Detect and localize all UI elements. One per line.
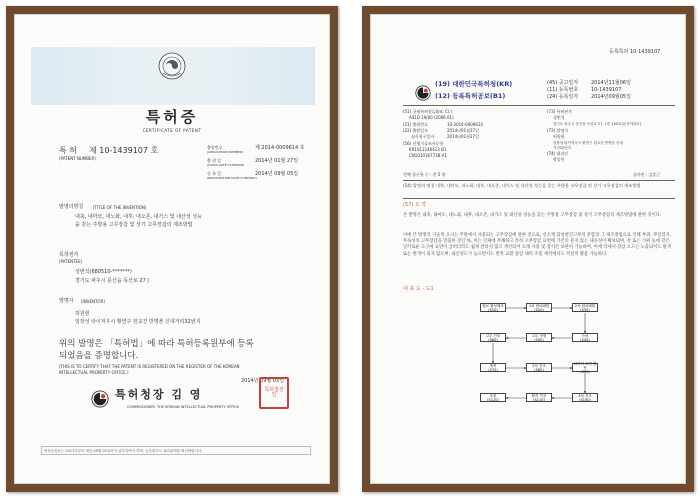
- header-type: (12) 등록특허공보(B1): [435, 92, 506, 100]
- application-number-label: (21) 출원번호: [403, 122, 428, 127]
- office-name: 특허청장 김 영: [115, 388, 203, 401]
- inventor-label: 발명자: [59, 298, 74, 304]
- application-number-label-en: (APPLICATION NUMBER): [207, 150, 243, 154]
- national-emblem-icon: [157, 51, 187, 81]
- inventor-name: 허원현: [553, 134, 565, 139]
- patentee-address: 경기도 파주시 문산읍 독산로 27, 1층 100호(문산아파트): [553, 122, 642, 126]
- registration-date-label: 등 록 일: [207, 171, 222, 176]
- invention-title-line-1: 내축, 내마모, 내노화, 내후, 내오존, 내가스 및 내산성 성능: [75, 214, 202, 220]
- inventor-name: 허원현: [75, 311, 90, 317]
- kipo-publication-logo-icon: [415, 85, 431, 101]
- publication-frame: [362, 6, 694, 492]
- patentee-name: 성번석: [553, 115, 565, 120]
- figure-label: 대 표 도 - 도1: [403, 286, 434, 292]
- prior-art-1: KR1011146413 B1: [409, 147, 447, 152]
- filing-date-value: 2014년01월27일: [447, 128, 479, 133]
- inventor-address-1: 임장성 타이저우시 황연구 원교진 반명촌 신대: [553, 141, 623, 145]
- announce-date: 2014년11월06일: [591, 80, 631, 86]
- header-office: (19) 대한민국특허청(KR): [435, 80, 513, 88]
- claims-count: 전체 청구항 수 : 총 5 항: [403, 172, 446, 177]
- registration-date-label: (24) 등록일자: [547, 94, 579, 100]
- publication-top-number: 등록특허 10-1439107: [609, 49, 661, 55]
- statement-en-line-2: INTELLECTUAL PROPERTY OFFICE.): [59, 370, 129, 375]
- agent-label: (74) 대리인: [547, 151, 569, 156]
- registration-date-value: 2014년09월05일: [591, 94, 631, 100]
- registration-number: 10-1439107: [591, 87, 622, 93]
- official-seal: 특허청장인: [259, 377, 289, 409]
- invention-title-label: 발명의명칭: [59, 204, 84, 210]
- invention-title-line-2: 을 갖는 주방용 고무장갑 및 상기 고무장갑의 제조방법: [75, 222, 193, 228]
- registration-date-label-en: (REGISTRATION DATE:YY/MM/DD): [207, 176, 257, 180]
- patent-label: 특 허: [59, 146, 77, 155]
- abstract-paragraph-1: 본 발명은 내축, 내마모, 내노화, 내후, 내오존, 내가스 및 내산성 성능을 갖는 주방용 고무장갑 및 상기 고무장갑의 제조방법에 관한 것이다.: [403, 213, 662, 218]
- statement-line-1: 위의 발명은 「특허법」에 따라 특허등록원부에 등록: [59, 339, 254, 349]
- footer-note: 연차등록료는 2017년부터 매년 09월 05일까지 납부하여야 하며, 등록원부로 권리관계를 확인바랍니다.: [41, 446, 311, 455]
- flow-step-s20: 1차 원료배합 (S20): [526, 303, 552, 312]
- flow-step-s30: 2차 원료배합 (S30): [572, 303, 598, 312]
- inventor-label-en: (INVENTOR): [81, 299, 105, 304]
- inventor-address: 임장성 타이저우시 황연구 원교진 반명촌 신대거리32번지: [75, 319, 201, 325]
- agent-name: 박종민: [553, 157, 565, 162]
- application-number: 제 2014-0009614 호: [255, 145, 305, 151]
- certificate-frame: [6, 6, 338, 492]
- prior-art-label: (56) 선행기술조사문헌: [403, 141, 444, 146]
- flow-step-s60: 고무 건조 (S60): [480, 333, 506, 342]
- claims-divider: [403, 180, 675, 181]
- invention-title: (54) 발명의 명칭 내축, 내마모, 내노화, 내후, 내오존, 내가스 및 내산성 성능을 갖는 주방용 고무장갑 및 상기 고무장갑의 제조방법: [403, 183, 641, 188]
- registration-number-label: (11) 등록번호: [547, 87, 579, 93]
- filing-date-label: 출 원 일: [207, 158, 222, 163]
- exam-date-value: 2014년01월27일: [447, 134, 479, 139]
- application-number-label: 출원번호: [207, 145, 223, 150]
- registration-date: 2014년 09월 05일: [255, 171, 299, 177]
- prior-art-2: CN101016773B A1: [409, 153, 447, 158]
- statement-line-2: 되었음을 증명합니다.: [59, 351, 139, 361]
- flow-step-s100: 3차 건조 (S100): [572, 393, 598, 402]
- flow-step-s70: 세척 (S70): [480, 363, 506, 372]
- header-divider: [403, 105, 675, 106]
- filing-date: 2014년 01월 27일: [255, 158, 299, 164]
- publication-paper: [370, 14, 686, 484]
- flow-step-s10: 원료 합성제조 (S10): [480, 303, 506, 312]
- flow-step-s110: 탈지 가공 (S110): [526, 393, 552, 402]
- flow-step-s50: 고무 성형 (S50): [526, 333, 552, 342]
- title-divider: [403, 198, 675, 199]
- flow-step-s40: 숙성 (S40): [572, 333, 598, 342]
- office-name-en: COMMISSIONER, THE KOREAN INTELLECTUAL PROPERTY OFFICE: [127, 405, 240, 409]
- ipc-label: (51) 국제특허분류(Int. Cl.): [403, 109, 452, 114]
- patentee-id: 성번석(680510-*******): [75, 269, 132, 275]
- application-number-value: 10-2014-0009614: [447, 122, 483, 127]
- ipc-value: A41D 19/00 (2006.01): [409, 115, 454, 120]
- patentee-label: 특허권자: [59, 252, 79, 258]
- inventor-address-2: 거리32번지: [553, 146, 571, 150]
- abstract-paragraph-2: 이에 본 발명의 기술적 요지는 주방에서 사용되는 고무장갑에 관한 것으로, 신소재 합성천연고무의 혼합과 그 제조방법으로 인해 부취, 무알러지, 무독성의 고무장갑을 연출한 것인 바, 이는 인체에 무해하고 특히 고무장갑 표면에 기존의 분지 않는 내유성이 확보되며, 잔 또는 가위 등에 같은 날카로운 도구에 표면이 긁히더라도 쉽게 갈라지 않고 생산되어 오래 사용 및 장기간 보관이 가능하며, 이에 악세서 장갑 오르는 노출되어도 탈색 또는 변색이 되지 않으며, 내산성도가 높으면서도 반복 교환 장갑 대비 조밀 세척에서도 적절히 활용 가능하다.: [403, 233, 672, 257]
- statement-en-line-1: (THIS IS TO CERTIFY THAT THE PATENT IS REGISTERED ON THE REGISTER OF THE KOREAN: [59, 364, 240, 369]
- patentee-address: 경기도 파주시 문산읍 독산로 27 (: [75, 278, 150, 284]
- certificate-title: 특허증: [145, 108, 199, 126]
- certificate-subtitle: CERTIFICATE OF PATENT: [142, 128, 202, 133]
- flow-step-s120: 포장 (S120): [480, 393, 506, 402]
- inventor-label: (72) 발명자: [547, 128, 569, 133]
- patent-label-en: (PATENT NUMBER): [59, 156, 96, 161]
- kipo-logo-icon: [91, 390, 109, 408]
- abstract-label: (57) 요 약: [403, 202, 427, 208]
- invention-title-label-en: (TITLE OF THE INVENTION): [93, 205, 147, 210]
- filing-date-label: (22) 출원일자: [403, 128, 428, 133]
- patentee-label-en: (PATENTEE): [59, 259, 83, 264]
- patent-number: 제 10-1439107 호: [89, 146, 159, 155]
- filing-date-label-en: (FILING DATE:YY/MM/DD): [207, 163, 245, 167]
- flow-step-s90: 타이어 표면 합성 (S90): [573, 361, 597, 374]
- announce-date-label: (45) 공고일자: [547, 80, 579, 86]
- certificate-paper: [14, 14, 330, 484]
- exam-date-label: 심사청구일자: [411, 134, 435, 139]
- flow-step-s80: 2차 건조 (S80): [526, 363, 552, 372]
- patentee-label: (73) 특허권자: [547, 109, 572, 114]
- issue-date: 2014년 09월 05일: [241, 378, 285, 384]
- examiner: 심사관 : 김종근: [633, 172, 661, 177]
